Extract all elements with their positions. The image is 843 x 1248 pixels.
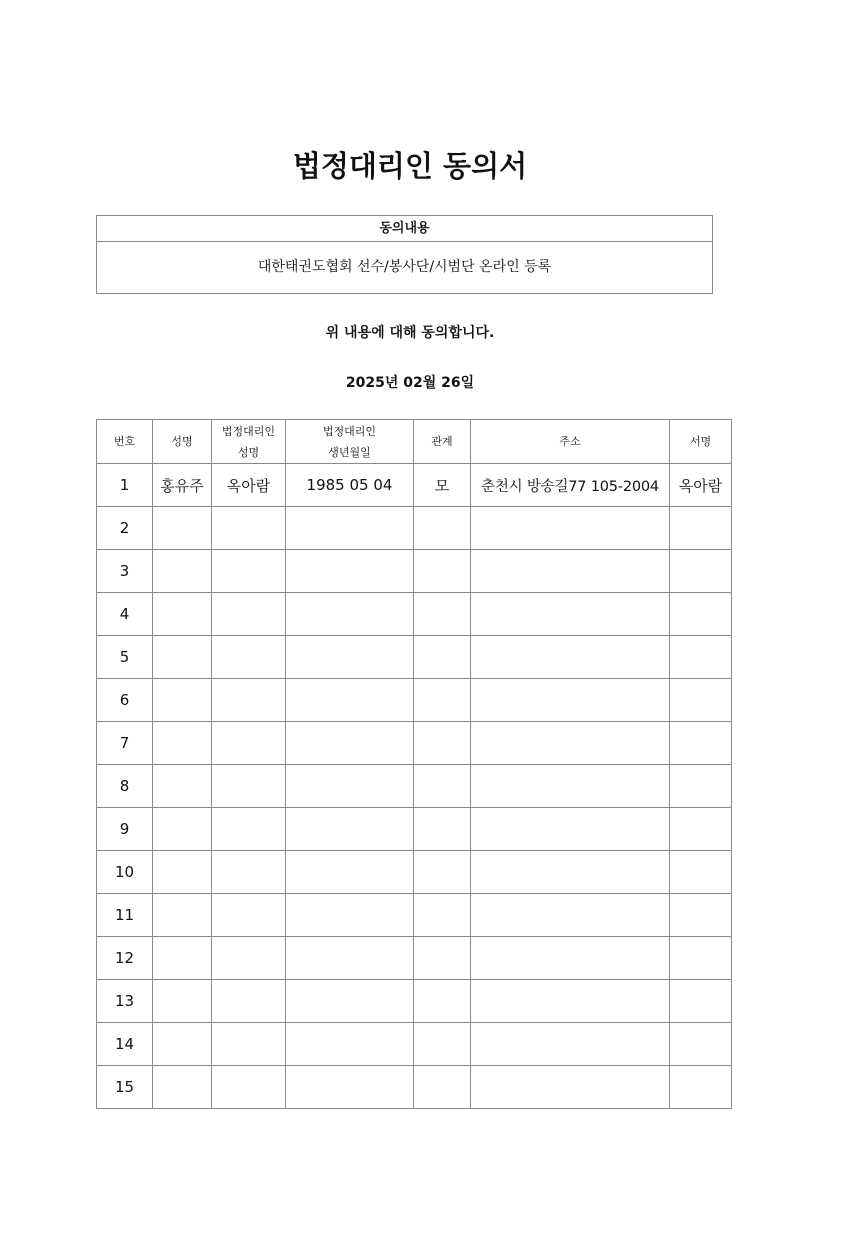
header-number	[97, 420, 153, 464]
cell-name	[153, 851, 212, 894]
cell-guardian-name	[212, 507, 286, 550]
header-name	[153, 420, 212, 464]
cell-signature	[670, 894, 732, 937]
cell-signature	[670, 550, 732, 593]
cell-address	[471, 636, 670, 679]
cell-signature	[670, 1066, 732, 1109]
cell-guardian-birth	[286, 937, 414, 980]
cell-guardian-birth	[286, 722, 414, 765]
table-row	[97, 765, 732, 808]
cell-relation	[414, 679, 471, 722]
cell-address	[471, 550, 670, 593]
cell-relation	[414, 1066, 471, 1109]
cell-guardian-birth	[286, 679, 414, 722]
cell-guardian-birth	[286, 808, 414, 851]
cell-guardian-name	[212, 851, 286, 894]
cell-guardian-birth	[286, 593, 414, 636]
cell-relation	[414, 851, 471, 894]
cell-signature	[670, 722, 732, 765]
cell-guardian-birth	[286, 550, 414, 593]
cell-guardian-birth	[286, 1066, 414, 1109]
cell-name	[153, 808, 212, 851]
cell-number: 12	[97, 937, 153, 980]
cell-address	[471, 507, 670, 550]
cell-relation	[414, 636, 471, 679]
cell-guardian-name	[212, 722, 286, 765]
header-relation-label: 관계	[431, 435, 453, 448]
cell-number: 1	[97, 464, 153, 507]
header-guardian-name	[212, 420, 286, 464]
cell-signature	[670, 636, 732, 679]
cell-relation	[414, 937, 471, 980]
cell-address: 춘천시 방송길77 105-2004	[471, 464, 670, 507]
cell-address	[471, 722, 670, 765]
cell-relation	[414, 980, 471, 1023]
cell-guardian-name	[212, 980, 286, 1023]
cell-name	[153, 593, 212, 636]
cell-address	[471, 851, 670, 894]
cell-signature	[670, 679, 732, 722]
cell-number: 13	[97, 980, 153, 1023]
cell-relation	[414, 507, 471, 550]
table-header-row	[97, 420, 732, 464]
document-title: 법정대리인 동의서	[292, 149, 528, 183]
table-row	[97, 464, 732, 507]
cell-signature	[670, 937, 732, 980]
consent-header: 동의내용	[97, 216, 712, 242]
cell-name	[153, 980, 212, 1023]
cell-number: 14	[97, 1023, 153, 1066]
cell-name	[153, 679, 212, 722]
document-date: 2025년 02월 26일	[345, 375, 475, 391]
table-row	[97, 679, 732, 722]
cell-number: 10	[97, 851, 153, 894]
table-row	[97, 808, 732, 851]
cell-number: 11	[97, 894, 153, 937]
table-body	[97, 464, 732, 1109]
cell-guardian-name	[212, 1066, 286, 1109]
cell-guardian-birth	[286, 1023, 414, 1066]
cell-address	[471, 808, 670, 851]
cell-relation	[414, 722, 471, 765]
cell-guardian-birth	[286, 851, 414, 894]
table-row	[97, 722, 732, 765]
cell-relation	[414, 550, 471, 593]
cell-guardian-name: 옥아람	[212, 464, 286, 507]
cell-signature	[670, 765, 732, 808]
cell-number: 6	[97, 679, 153, 722]
cell-relation	[414, 808, 471, 851]
cell-guardian-name	[212, 765, 286, 808]
signature-table	[96, 419, 732, 1109]
consent-box	[96, 215, 713, 294]
header-number-label: 번호	[113, 435, 136, 448]
cell-signature: 옥아람	[670, 464, 732, 507]
cell-guardian-name	[212, 679, 286, 722]
table-row	[97, 980, 732, 1023]
table-row	[97, 636, 732, 679]
cell-signature	[670, 507, 732, 550]
cell-number: 7	[97, 722, 153, 765]
cell-address	[471, 1023, 670, 1066]
cell-relation	[414, 1023, 471, 1066]
cell-guardian-name	[212, 550, 286, 593]
cell-guardian-birth	[286, 765, 414, 808]
cell-guardian-birth: 1985 05 04	[286, 464, 414, 507]
table-row	[97, 507, 732, 550]
cell-address	[471, 980, 670, 1023]
cell-number: 4	[97, 593, 153, 636]
cell-relation	[414, 765, 471, 808]
cell-address	[471, 1066, 670, 1109]
cell-guardian-birth	[286, 507, 414, 550]
cell-guardian-name	[212, 636, 286, 679]
consent-content: 대한태권도협회 선수/봉사단/시범단 온라인 등록	[257, 259, 552, 275]
cell-name	[153, 1023, 212, 1066]
cell-signature	[670, 851, 732, 894]
table-row	[97, 550, 732, 593]
header-guardian-birth-line1: 법정대리인	[322, 424, 377, 438]
cell-number: 3	[97, 550, 153, 593]
table-row	[97, 851, 732, 894]
cell-number: 15	[97, 1066, 153, 1109]
cell-name	[153, 507, 212, 550]
cell-relation: 모	[414, 464, 471, 507]
header-signature	[670, 420, 732, 464]
cell-signature	[670, 593, 732, 636]
table-row	[97, 937, 732, 980]
cell-guardian-birth	[286, 980, 414, 1023]
cell-address	[471, 894, 670, 937]
cell-address	[471, 937, 670, 980]
header-signature-label: 서명	[689, 435, 712, 448]
cell-address	[471, 765, 670, 808]
cell-guardian-name	[212, 593, 286, 636]
cell-signature	[670, 808, 732, 851]
table-row	[97, 1023, 732, 1066]
cell-signature	[670, 1023, 732, 1066]
cell-signature	[670, 980, 732, 1023]
table-row	[97, 894, 732, 937]
header-guardian-birth-line2: 생년월일	[328, 445, 371, 459]
cell-guardian-name	[212, 1023, 286, 1066]
cell-relation	[414, 593, 471, 636]
header-guardian-name-line1: 법정대리인	[221, 424, 276, 438]
header-address-label: 주소	[559, 435, 581, 448]
header-address	[471, 420, 670, 464]
header-relation	[414, 420, 471, 464]
cell-guardian-birth	[286, 636, 414, 679]
table-row	[97, 1066, 732, 1109]
cell-address	[471, 593, 670, 636]
cell-name: 홍유주	[153, 464, 212, 507]
cell-guardian-name	[212, 894, 286, 937]
table-row	[97, 593, 732, 636]
cell-name	[153, 722, 212, 765]
cell-name	[153, 550, 212, 593]
cell-name	[153, 894, 212, 937]
header-name-label: 성명	[171, 435, 193, 448]
cell-relation	[414, 894, 471, 937]
cell-name	[153, 636, 212, 679]
cell-number: 5	[97, 636, 153, 679]
cell-number: 9	[97, 808, 153, 851]
cell-number: 8	[97, 765, 153, 808]
cell-guardian-birth	[286, 894, 414, 937]
header-guardian-name-line2: 성명	[237, 445, 260, 459]
cell-guardian-name	[212, 937, 286, 980]
agree-statement: 위 내용에 대해 동의합니다.	[325, 325, 495, 341]
cell-number: 2	[97, 507, 153, 550]
cell-name	[153, 765, 212, 808]
cell-name	[153, 1066, 212, 1109]
cell-address	[471, 679, 670, 722]
header-guardian-birth	[286, 420, 414, 464]
cell-name	[153, 937, 212, 980]
cell-guardian-name	[212, 808, 286, 851]
